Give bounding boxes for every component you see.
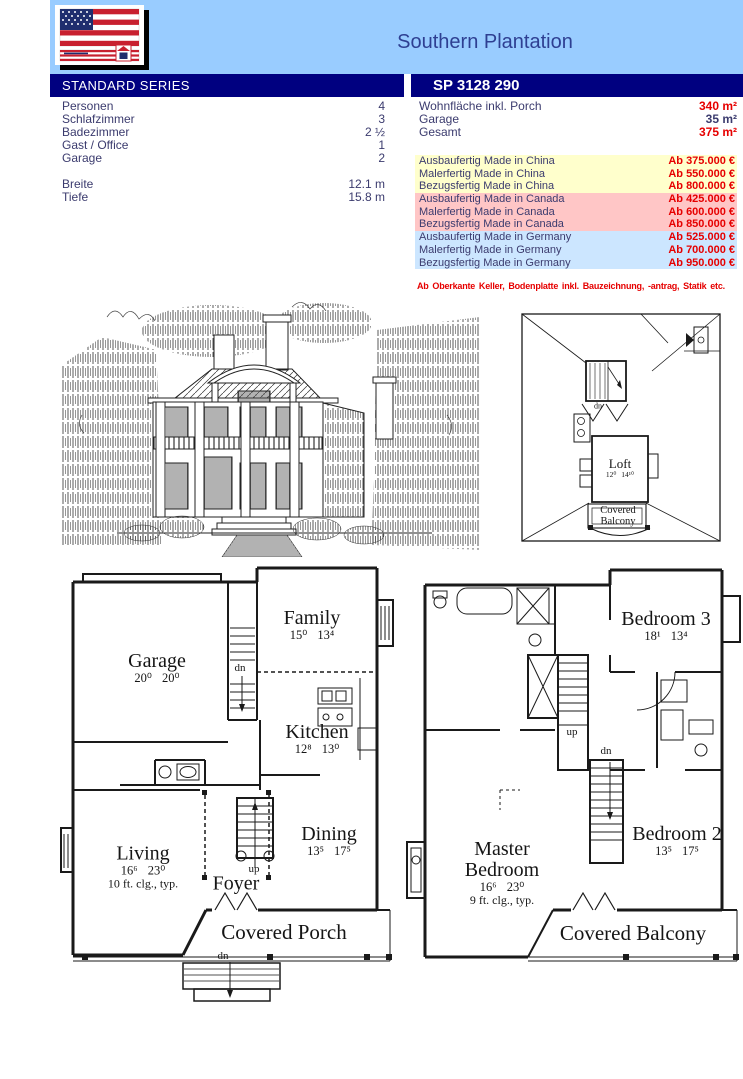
spec-row-tiefe: Tiefe 15.8 m bbox=[62, 190, 385, 204]
plan-number: SP 3128 290 bbox=[433, 77, 520, 94]
room-label-loft-balcony: Covered Balcony bbox=[600, 504, 636, 527]
price-row: Bezugsfertig Made in Germany Ab 950.000 € bbox=[415, 257, 737, 270]
specs-table-right bbox=[419, 100, 737, 139]
room-label-covered-porch: Covered Porch bbox=[221, 919, 347, 944]
flag-stripes bbox=[60, 9, 139, 46]
price-table bbox=[415, 155, 737, 269]
spec-row-badezimmer: Badezimmer 2 ½ bbox=[62, 125, 385, 139]
spec-row-wohnflaeche: Wohnfläche inkl. Porch 340 m² bbox=[419, 99, 737, 113]
price-disclaimer: Ab Oberkante Keller, Bodenplatte inkl. Bauzeichnung, -antrag, Statik etc. bbox=[417, 281, 725, 291]
plan-number-bar bbox=[411, 74, 743, 97]
spec-row-gesamt: Gesamt 375 m² bbox=[419, 125, 737, 139]
spec-row-personen: Personen 4 bbox=[62, 99, 385, 113]
first-floor-plan bbox=[60, 560, 395, 1015]
room-label-covered-balcony: Covered Balcony bbox=[559, 920, 707, 945]
stair-up-label: up bbox=[248, 863, 260, 875]
specs-table-left bbox=[62, 100, 385, 204]
price-row: Bezugsfertig Made in China Ab 800.000 € bbox=[415, 180, 737, 193]
price-row: Ausbaufertig Made in Germany Ab 525.000 € bbox=[415, 231, 737, 244]
price-row: Malerfertig Made in China Ab 550.000 € bbox=[415, 168, 737, 181]
spec-row-garage: Garage 2 bbox=[62, 151, 385, 165]
spec-row-garage-area: Garage 35 m² bbox=[419, 112, 737, 126]
room-label-family: Family 15⁰ 13⁴ bbox=[283, 606, 341, 642]
house-illustration bbox=[62, 295, 480, 557]
second-floor-plan bbox=[405, 560, 743, 990]
room-label-garage: Garage 20⁰ 20⁰ bbox=[128, 649, 186, 685]
price-row: Bezugsfertig Made in Canada Ab 850.000 € bbox=[415, 218, 737, 231]
stair-up-label: up bbox=[566, 726, 578, 738]
entry-down-label: dn bbox=[217, 950, 229, 962]
spec-row-gast-office: Gast / Office 1 bbox=[62, 138, 385, 152]
house-elevation-sketch bbox=[62, 295, 480, 557]
series-bar bbox=[50, 74, 404, 97]
us-flag-logo bbox=[55, 5, 144, 65]
page-title: Southern Plantation bbox=[397, 31, 573, 53]
logo-card bbox=[55, 5, 144, 65]
price-row: Malerfertig Made in Germany Ab 700.000 € bbox=[415, 244, 737, 257]
room-label-living: Living 16⁶ 23⁰ 10 ft. clg., typ. bbox=[107, 842, 179, 891]
room-label-loft: Loft 12⁰ 14¹⁰ bbox=[605, 456, 635, 479]
price-row: Malerfertig Made in Canada Ab 600.000 € bbox=[415, 206, 737, 219]
room-label-bedroom3: Bedroom 3 18¹ 13⁴ bbox=[621, 607, 711, 643]
house-emblem-icon bbox=[116, 45, 131, 61]
price-row: Ausbaufertig Made in Canada Ab 425.000 € bbox=[415, 193, 737, 206]
spec-row-schlafzimmer: Schlafzimmer 3 bbox=[62, 112, 385, 126]
spec-gap bbox=[62, 165, 385, 178]
price-row: Ausbaufertig Made in China Ab 375.000 € bbox=[415, 155, 737, 168]
room-label-foyer: Foyer bbox=[212, 872, 260, 895]
stair-down-label: dn bbox=[234, 662, 246, 674]
room-label-master-bedroom: Master Bedroom 16⁶ 23⁰ 9 ft. clg., typ. bbox=[464, 838, 540, 908]
first-floor-drawing bbox=[60, 560, 395, 1015]
room-label-kitchen: Kitchen 12⁸ 13⁰ bbox=[285, 720, 349, 756]
room-label-dining: Dining 13⁵ 17⁵ bbox=[301, 822, 357, 858]
series-label: STANDARD SERIES bbox=[62, 78, 190, 93]
loft-floor-plan bbox=[516, 311, 728, 544]
stair-down-label: dn bbox=[600, 745, 612, 757]
loft-stair-label: dn bbox=[594, 401, 602, 411]
spec-row-breite: Breite 12.1 m bbox=[62, 177, 385, 191]
room-label-bedroom2: Bedroom 2 13⁵ 17⁵ bbox=[632, 822, 722, 858]
